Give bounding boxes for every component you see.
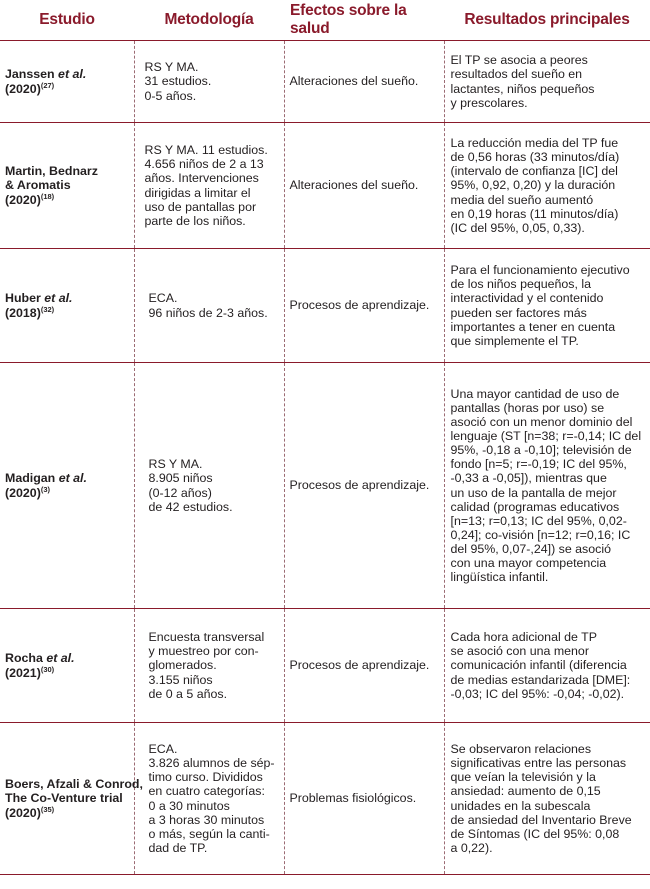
study-ref: (30) (40, 664, 55, 674)
header-effect: Efectos sobre la salud (284, 0, 444, 41)
method-line: en cuatro categorías: (148, 784, 265, 799)
result-line: a 0,22). (450, 840, 493, 855)
result-line: media del sueño aumentó (450, 192, 594, 207)
result-line: Para el funcionamiento ejecutivo (450, 263, 630, 278)
result-line: 95%, -0,18 a -0,10]; televisión de (450, 443, 632, 458)
result-line: de los niños pequeños, la (450, 277, 592, 292)
result-line: de 0,56 horas (33 minutos/día) (450, 150, 620, 165)
method-cell (134, 41, 284, 123)
result-line: importantes a tener en cuenta (450, 319, 616, 334)
effect-cell: Alteraciones del sueño. (284, 41, 444, 123)
result-line: [n=13; r=0,13; IC del 95%, 0,02- (450, 513, 627, 528)
study-year: (2020) (5, 805, 41, 820)
method-line: (0-12 años) (148, 485, 212, 500)
result-line: significativas entre las personas (450, 756, 627, 771)
result-line: La reducción media del TP fue (450, 136, 619, 151)
method-cell (134, 363, 284, 609)
result-line: 95%, 0,92, 0,20) y la duración (450, 178, 616, 193)
result-line: en 0,19 horas (11 minutos/día) (450, 206, 619, 221)
result-line: -0,33 a -0,05]), mientras que (450, 471, 607, 486)
table-row (0, 249, 650, 363)
result-line: comunicación infantil (diferencia (450, 658, 627, 673)
result-cell (444, 723, 650, 875)
method-line: RS Y MA. 11 estudios. (144, 143, 268, 158)
study-cell (0, 609, 134, 723)
study-cell (0, 723, 143, 875)
effect-cell: Procesos de aprendizaje. (284, 363, 444, 609)
method-line: de 42 estudios. (148, 499, 233, 514)
study-etal: et al. (58, 67, 87, 82)
method-line: o más, según la canti- (148, 826, 270, 841)
study-cell (0, 249, 134, 363)
study-ref: (32) (40, 304, 55, 314)
result-line: se asoció con una menor (450, 644, 589, 659)
result-line: de medias estandarizada [DME]: (450, 672, 631, 687)
result-line: (intervalo de confianza [IC] del (450, 164, 618, 179)
method-line: a 3 horas 30 minutos (148, 812, 265, 827)
result-line: ansiedad: aumento de 0,15 (450, 784, 601, 799)
result-line: -0,03; IC del 95%: -0,04; -0,02). (450, 686, 625, 701)
study-author: & Aromatis (5, 178, 71, 193)
result-line: que simplemente el TP. (450, 333, 579, 348)
result-line: que veían la televisión y la (450, 770, 596, 785)
study-cell (0, 123, 134, 249)
result-cell (444, 123, 650, 249)
study-cell (0, 41, 134, 123)
method-line: 0 a 30 minutos (148, 798, 230, 813)
effect-cell: Procesos de aprendizaje. (284, 249, 444, 363)
result-line: lingüística infantil. (450, 570, 549, 585)
method-cell (134, 723, 284, 875)
effect-cell: Procesos de aprendizaje. (284, 609, 444, 723)
result-line: pantallas (horas por uso) se (450, 400, 605, 415)
table-header-row (0, 0, 650, 41)
table-row (0, 123, 650, 249)
header-study: Estudio (0, 0, 134, 41)
result-line: un uso de la pantalla de mejor (450, 485, 617, 500)
result-line: Cada hora adicional de TP (450, 630, 597, 645)
method-line: años. Intervenciones (144, 171, 259, 186)
method-line: 3.155 niños (148, 672, 213, 687)
result-line: calidad (programas educativos (450, 499, 620, 514)
result-line: de Síntomas (IC del 95%: 0,08 (450, 826, 620, 841)
study-author: Rocha (5, 651, 47, 666)
effect-cell: Problemas fisiológicos. (284, 723, 444, 875)
method-line: parte de los niños. (144, 213, 246, 228)
result-cell (444, 363, 650, 609)
study-year: (2020) (5, 192, 41, 207)
study-year: (2020) (5, 81, 41, 96)
study-author: Huber (5, 291, 45, 306)
study-author: Martin, Bednarz (5, 164, 98, 179)
study-ref: (35) (40, 804, 55, 814)
result-line: y prescolares. (450, 95, 528, 110)
method-line: 0-5 años. (144, 88, 197, 103)
method-line: 31 estudios. (144, 74, 212, 89)
study-author: The Co-Venture trial (5, 791, 123, 806)
study-ref: (3) (40, 484, 50, 494)
study-ref: (27) (40, 80, 55, 90)
header-result: Resultados principales (444, 0, 650, 41)
study-year: (2020) (5, 485, 41, 500)
result-line: unidades en la subescala (450, 798, 591, 813)
study-year: (2021) (5, 665, 41, 680)
method-line: 3.826 alumnos de sép- (148, 756, 275, 771)
method-line: RS Y MA. (148, 457, 203, 472)
result-line: asoció con un menor dominio del (450, 415, 633, 430)
study-year: (2018) (5, 305, 41, 320)
result-line: Se observaron relaciones (450, 742, 592, 757)
table-row (0, 41, 650, 123)
result-line: El TP se asocia a peores (450, 53, 588, 68)
method-line: uso de pantallas por (144, 199, 257, 214)
method-line: 96 niños de 2-3 años. (148, 305, 268, 320)
result-cell (444, 41, 650, 123)
result-line: resultados del sueño en (450, 67, 583, 82)
method-cell (134, 123, 284, 249)
result-line: con una mayor competencia (450, 555, 607, 570)
method-cell (134, 609, 284, 723)
result-line: Una mayor cantidad de uso de (450, 386, 620, 401)
result-line: (IC del 95%, 0,05, 0,33). (450, 220, 585, 235)
method-cell (134, 249, 284, 363)
method-line: y muestreo por con- (148, 644, 259, 659)
study-etal: et al. (44, 291, 73, 306)
method-line: Encuesta transversal (148, 630, 265, 645)
method-line: glomerados. (148, 658, 217, 673)
study-ref: (18) (40, 191, 55, 201)
result-line: de ansiedad del Inventario Breve (450, 812, 632, 827)
method-line: 4.656 niños de 2 a 13 (144, 157, 264, 172)
table-row (0, 363, 650, 609)
table-row (0, 609, 650, 723)
effect-cell: Alteraciones del sueño. (284, 123, 444, 249)
method-line: ECA. (148, 742, 178, 757)
study-author: Boers, Afzali & Conrod, (5, 777, 143, 792)
method-line: 8.905 niños (148, 471, 213, 486)
header-method: Metodología (134, 0, 284, 41)
result-line: 0,24]; co-visión [n=12; r=0,16; IC (450, 527, 631, 542)
result-cell (444, 609, 650, 723)
study-author: Madigan (5, 471, 59, 486)
study-author: Janssen (5, 67, 59, 82)
result-line: interactividad y el contenido (450, 291, 604, 306)
result-line: fondo [n=5; r=-0,19; IC del 95%, (450, 457, 627, 472)
result-line: lactantes, niños pequeños (450, 81, 595, 96)
result-line: pueden ser factores más (450, 305, 587, 320)
study-cell (0, 363, 134, 609)
table-row (0, 723, 650, 875)
method-line: de 0 a 5 años. (148, 686, 228, 701)
result-cell (444, 249, 650, 363)
result-line: lenguaje (ST [n=38; r=-0,14; IC del (450, 429, 642, 444)
study-etal: et al. (58, 471, 87, 486)
method-line: timo curso. Divididos (148, 770, 263, 785)
study-etal: et al. (46, 651, 75, 666)
method-line: dirigidas a limitar el (144, 185, 251, 200)
method-line: ECA. (148, 291, 178, 306)
method-line: RS Y MA. (144, 60, 199, 75)
method-line: dad de TP. (148, 840, 208, 855)
result-line: del 95%, 0,07-,24]) se asoció (450, 541, 611, 556)
